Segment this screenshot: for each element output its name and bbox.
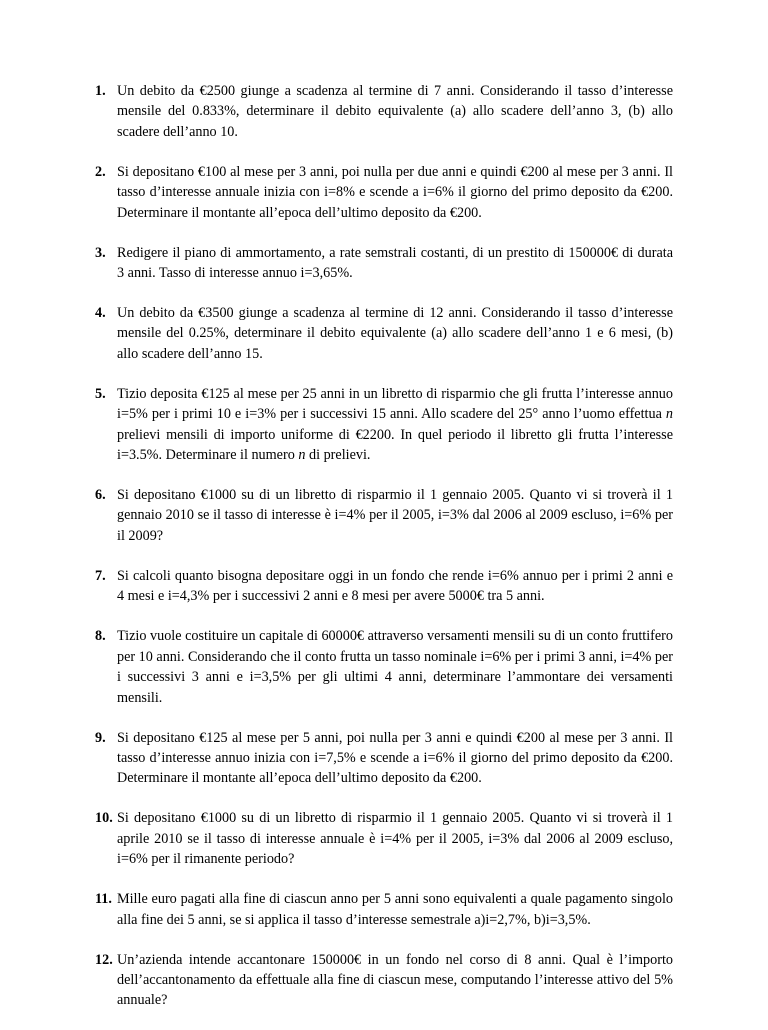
exercise-text-part: prelievi mensili di importo uniforme di €2200. In quel periodo il libretto gli frutta l’interesse i=3.5%. Determinare il numero [117,426,673,464]
exercise-text [117,384,673,466]
exercise-item [95,303,673,364]
exercise-number: 5. [95,385,106,402]
exercise-text: Si depositano €1000 su di un libretto di risparmio il 1 gennaio 2005. Quanto vi si troverà il 1 aprile 2010 se il tasso di interesse annuale è i=4% per il 2005, i=3% dal 2006 al 2009 escluso, i=6% per il rimanente periodo? [117,810,673,868]
exercise-number: 1. [95,83,106,99]
exercise-number: 7. [95,567,106,584]
exercise-number: 12. [95,951,113,968]
exercise-text: Tizio vuole costituire un capitale di 60000€ attraverso versamenti mensili su di un conto fruttifero per 10 anni. Considerando che il conto frutta un tasso nominale i=6% per i primi 3 anni, i=4% per i successivi 3 anni e i=3,5% per gli ultimi 4 anni, determinare l’ammontare dei versamenti mensili. [117,628,673,706]
exercise-text: Si calcoli quanto bisogna depositare oggi in un fondo che rende i=6% annuo per i primi 2 anni e 4 mesi e i=4,3% per i successivi 2 anni e 8 mesi per avere 5000€ tra 5 anni. [117,567,673,605]
variable-n: n [298,447,306,464]
exercise-item [95,808,673,869]
exercise-item [95,566,673,607]
exercise-item [95,384,673,466]
exercise-number: 6. [95,487,106,504]
exercise-number: 3. [95,244,106,261]
exercise-list [95,81,673,1030]
exercise-item [95,243,673,284]
exercise-item [95,728,673,789]
exercise-text: Si depositano €125 al mese per 5 anni, poi nulla per 3 anni e quindi €200 al mese per 3 anni. Il tasso d’interesse annuo inizia con i=7,5% e scende a i=6% il giorno del primo deposito da €200. Determinare il montante all’epoca dell’ultimo deposito da €200. [117,729,673,787]
exercise-number: 4. [95,305,106,322]
exercise-item [95,162,673,223]
exercise-text: Si depositano €100 al mese per 3 anni, poi nulla per due anni e quindi €200 al mese per 3 anni. Il tasso d’interesse annuale inizia con i=8% e scende a i=6% il giorno del primo deposito da €200. Determinare il montante all’epoca dell’ultimo deposito da €200. [117,163,673,221]
exercise-item [95,889,673,930]
exercise-text: Un’azienda intende accantonare 150000€ in un fondo nel corso di 8 anni. Qual è l’importo dell’accantonamento da effettuale alla fine di ciascun mese, computando l’interesse attivo del 5% annuale? [117,951,673,1009]
exercise-number: 8. [95,628,106,645]
exercise-item [95,81,673,142]
exercise-number: 11. [95,891,112,908]
exercise-item [95,485,673,546]
exercise-text: Redigere il piano di ammortamento, a rate semstrali costanti, di un prestito di 150000€ di durata 3 anni. Tasso di interesse annuo i=3,65%. [117,244,673,282]
exercise-text: Si depositano €1000 su di un libretto di risparmio il 1 gennaio 2005. Quanto vi si troverà il 1 gennaio 2010 se il tasso di interesse è i=4% per il 2005, i=3% dal 2006 al 2009 escluso, i=6% per il 2009? [117,487,673,544]
exercise-item [95,950,673,1011]
exercise-number: 10. [95,810,113,827]
exercise-text: Un debito da €2500 giunge a scadenza al termine di 7 anni. Considerando il tasso d’interesse mensile del 0.833%, determinare il debito equivalente (a) allo scadere dell’anno 3, (b) allo scadere dell’anno 10. [117,83,673,140]
exercise-number: 9. [95,729,106,746]
exercise-number: 2. [95,163,106,180]
exercise-text-part: Tizio deposita €125 al mese per 25 anni in un libretto di risparmio che gli frutta l’interesse annuo i=5% per i primi 10 e i=3% per i successivi 15 anni. Allo scadere del 25° anno l’uomo effettua [117,385,673,423]
variable-n: n [665,406,673,423]
exercise-item [95,626,673,708]
exercise-text: Mille euro pagati alla fine di ciascun anno per 5 anni sono equivalenti a quale pagamento singolo alla fine dei 5 anni, se si applica il tasso d’interesse semestrale a)i=2,7%, b)i=3,5%. [117,891,673,928]
exercise-text-part: di prelievi. [305,447,371,464]
exercise-text: Un debito da €3500 giunge a scadenza al termine di 12 anni. Considerando il tasso d’interesse mensile del 0.25%, determinare il debito equivalente (a) allo scadere dell’anno 1 e 6 mesi, (b) allo scadere dell’anno 15. [117,305,673,362]
